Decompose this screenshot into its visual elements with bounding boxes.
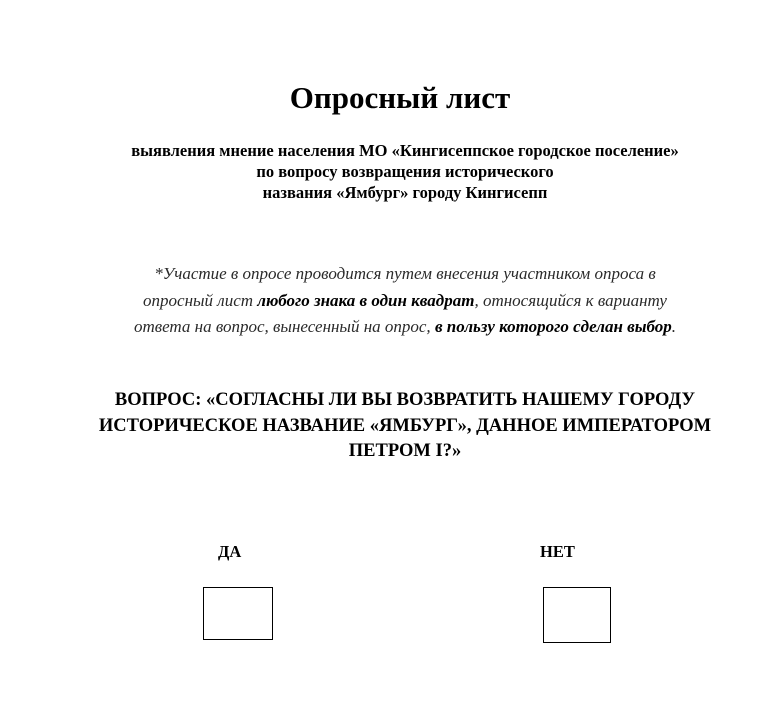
note-emphasis: любого знака в один квадрат — [257, 290, 475, 310]
subtitle-line: по вопросу возвращения исторического — [256, 162, 554, 181]
instructions-note — [0, 261, 772, 341]
note-text: , относящийся к варианту — [474, 290, 667, 310]
yes-checkbox[interactable] — [203, 587, 273, 640]
question-line: ВОПРОС: «СОГЛАСНЫ ЛИ ВЫ ВОЗВРАТИТЬ НАШЕМУ ГОРОДУ — [114, 390, 696, 410]
note-line — [0, 288, 772, 315]
page-title: Опросный лист — [289, 80, 511, 115]
note-text: опросный лист — [143, 290, 258, 310]
note-line: *Участие в опросе проводится путем внесения участником опроса в — [154, 264, 656, 283]
note-text: . — [671, 317, 677, 336]
note-emphasis: в пользу которого сделан выбор — [434, 317, 672, 336]
note-text: ответа на вопрос, вынесенный на опрос, — [133, 317, 435, 336]
survey-subtitle — [0, 140, 772, 203]
subtitle-line: названия «Ямбург» городу Кингисепп — [262, 183, 548, 202]
question-line: ИСТОРИЧЕСКОЕ НАЗВАНИЕ «ЯМБУРГ», ДАННОЕ ИМПЕРАТОРОМ — [98, 415, 712, 436]
question-line: ПЕТРОМ I?» — [348, 441, 462, 461]
note-line — [0, 314, 772, 341]
subtitle-line: выявления мнение населения МО «Кингисеппское городское поселение» — [131, 141, 679, 160]
no-label: НЕТ — [540, 542, 575, 561]
survey-question — [0, 388, 772, 465]
no-checkbox[interactable] — [543, 587, 611, 643]
yes-label: ДА — [218, 542, 242, 561]
